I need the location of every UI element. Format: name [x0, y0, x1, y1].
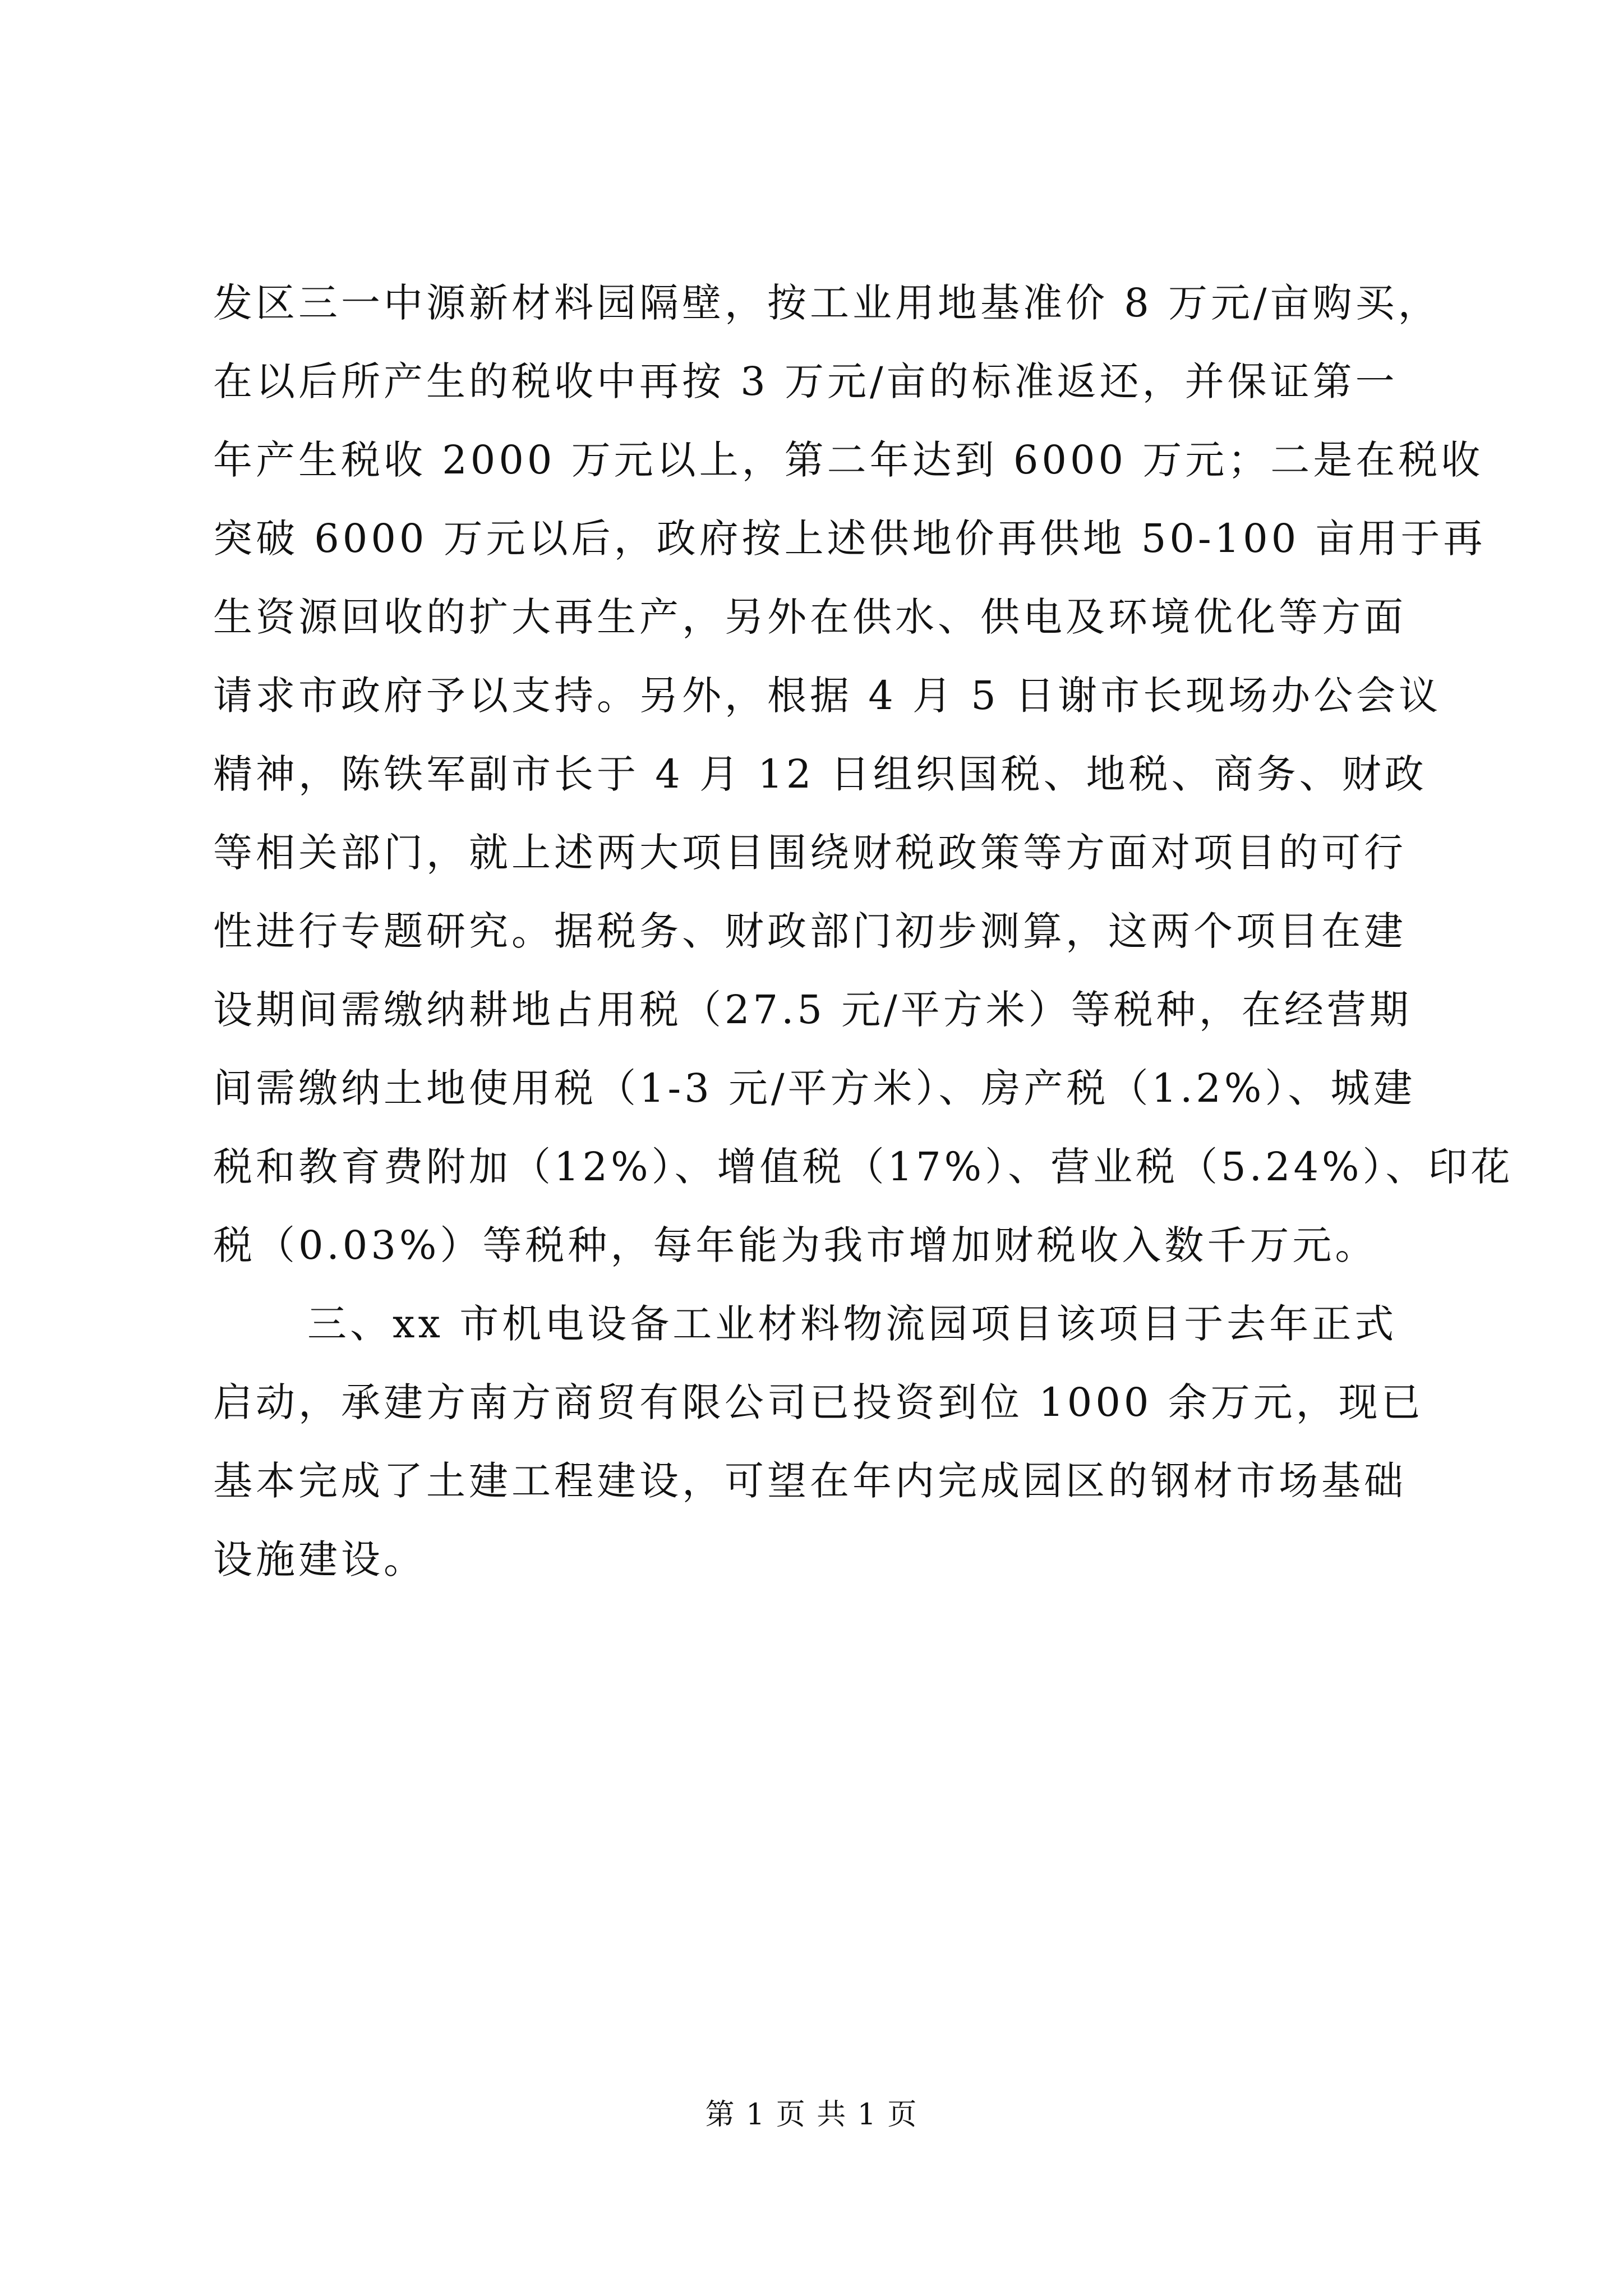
text-line: 基本完成了土建工程建设，可望在年内完成园区的钢材市场基础 — [213, 1458, 1407, 1504]
text-line: 设期间需缴纳耕地占用税（27.5 元/平方米）等税种，在经营期 — [213, 987, 1412, 1033]
text-line: 发区三一中源新材料园隔壁，按工业用地基准价 8 万元/亩购买， — [213, 280, 1441, 326]
text-line: 在以后所产生的税收中再按 3 万元/亩的标准返还，并保证第一 — [213, 358, 1398, 404]
paragraph-1 — [213, 264, 1514, 1285]
text-line: 间需缴纳土地使用税（1-3 元/平方米）、房产税（1.2%）、城建 — [213, 1065, 1416, 1111]
text-line: 设施建设。 — [213, 1536, 426, 1582]
text-line: 精神，陈铁军副市长于 4 月 12 日组织国税、地税、商务、财政 — [213, 751, 1427, 797]
text-line: 年产生税收 2000 万元以上，第二年达到 6000 万元；二是在税收 — [213, 437, 1484, 483]
paragraph-2 — [213, 1285, 1424, 1599]
text-line: 税（0.03%）等税种，每年能为我市增加财税收入数千万元。 — [213, 1222, 1378, 1268]
page-number-footer: 第 1 页 共 1 页 — [705, 2098, 918, 2132]
text-line: 三、xx 市机电设备工业材料物流园项目该项目于去年正式 — [307, 1301, 1398, 1347]
text-line: 生资源回收的扩大再生产，另外在供水、供电及环境优化等方面 — [213, 594, 1407, 640]
text-line: 启动，承建方南方商贸有限公司已投资到位 1000 余万元，现已 — [213, 1379, 1424, 1425]
text-line: 请求市政府予以支持。另外，根据 4 月 5 日谢市长现场办公会议 — [213, 673, 1442, 719]
text-line: 税和教育费附加（12%）、增值税（17%）、营业税（5.24%）、印花 — [213, 1144, 1514, 1190]
text-line: 性进行专题研究。据税务、财政部门初步测算，这两个项目在建 — [213, 908, 1407, 954]
document-body — [213, 264, 1514, 1599]
text-line: 等相关部门，就上述两大项目围绕财税政策等方面对项目的可行 — [213, 830, 1407, 876]
text-line: 突破 6000 万元以后，政府按上述供地价再供地 50-100 亩用于再 — [213, 516, 1486, 562]
